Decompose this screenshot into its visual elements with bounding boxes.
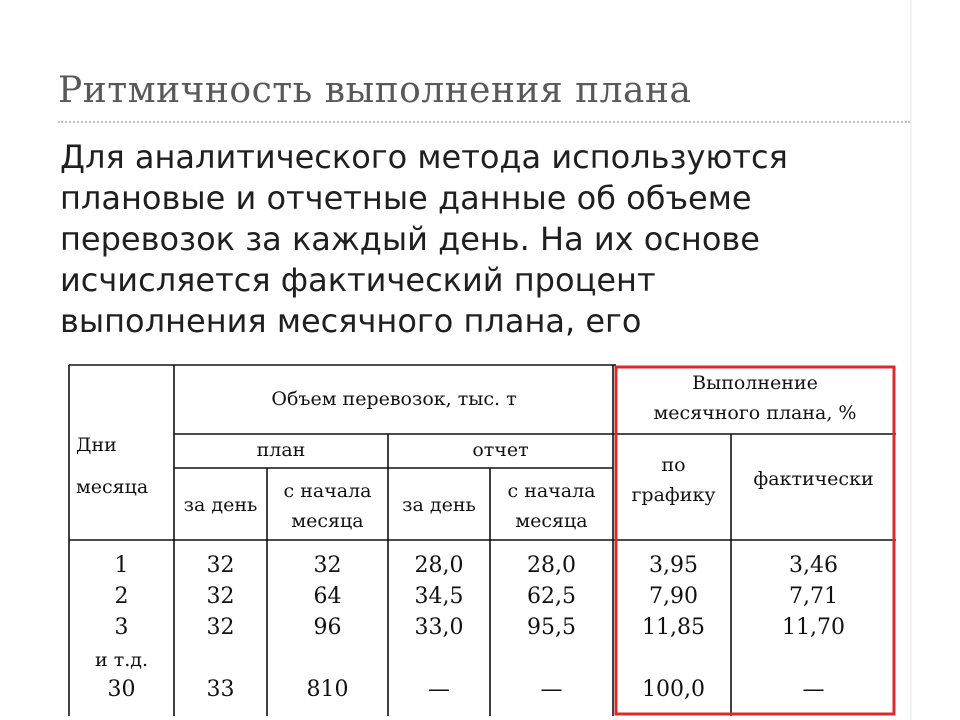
cell-schedule: 100,0	[642, 677, 705, 702]
header-fulfillment: Выполнение	[692, 372, 818, 394]
body-line: Для аналитического метода используются	[60, 138, 788, 176]
cell-plan-cum: 64	[313, 584, 342, 609]
title-divider	[58, 121, 910, 123]
cell-schedule: 11,85	[642, 615, 705, 640]
cell-plan-day: 32	[206, 553, 235, 578]
cell-report-cum: 95,5	[527, 615, 576, 640]
header-plan: план	[256, 439, 306, 461]
cell-plan-day: 33	[206, 677, 235, 702]
cell-report-day: 34,5	[414, 584, 464, 609]
cell-actual: —	[802, 677, 825, 702]
header-fulfillment-2: месячного плана, %	[653, 402, 857, 424]
cell-plan-cum: 32	[313, 553, 342, 578]
cell-schedule: 7,90	[649, 584, 698, 609]
cell-plan-cum: 96	[313, 615, 342, 640]
body-line: выполнения месячного плана, его	[60, 302, 642, 340]
header-report-cumulative: с начала	[507, 480, 596, 502]
header-days-2: месяца	[76, 476, 149, 498]
cell-actual: 7,71	[789, 584, 838, 609]
cell-day: 30	[107, 677, 136, 702]
body-paragraph	[60, 137, 920, 342]
cell-day: 2	[114, 584, 129, 609]
cell-report-cum: 62,5	[527, 584, 576, 609]
cell-plan-cum: 810	[306, 677, 349, 702]
header-plan-cumulative: с начала	[283, 480, 372, 502]
slide-edge-strip	[910, 0, 912, 720]
header-actual: фактически	[753, 468, 874, 490]
header-report: отчет	[472, 439, 529, 461]
header-by-schedule-2: графику	[631, 484, 716, 506]
data-table	[68, 364, 896, 716]
cell-schedule: 3,95	[649, 553, 698, 578]
body-line: перевозок за каждый день. На их основе	[60, 220, 760, 258]
cell-plan-day: 32	[206, 584, 235, 609]
header-volume: Объем перевозок, тыс. т	[271, 388, 517, 410]
cell-day: 3	[114, 615, 129, 640]
header-by-schedule: по	[661, 454, 686, 476]
cell-day: 1	[114, 553, 129, 578]
cell-report-day: —	[428, 677, 450, 702]
header-plan-per-day: за день	[183, 494, 258, 516]
cell-actual: 11,70	[782, 615, 845, 640]
body-line: плановые и отчетные данные об объеме	[60, 179, 752, 217]
cell-report-cum: 28,0	[527, 553, 576, 578]
body-line: исчисляется фактический процент	[60, 261, 656, 299]
cell-report-cum: —	[540, 677, 563, 702]
cell-day-etc: и т.д.	[95, 649, 148, 671]
header-days: Дни	[76, 434, 117, 456]
cell-plan-day: 32	[206, 615, 235, 640]
cell-report-day: 33,0	[414, 615, 464, 640]
cell-report-day: 28,0	[414, 553, 464, 578]
slide-title: Ритмичность выполнения плана	[58, 70, 692, 111]
header-report-per-day: за день	[402, 494, 476, 516]
cell-actual: 3,46	[789, 553, 838, 578]
header-report-cumulative-2: месяца	[515, 510, 588, 532]
header-plan-cumulative-2: месяца	[291, 510, 364, 532]
